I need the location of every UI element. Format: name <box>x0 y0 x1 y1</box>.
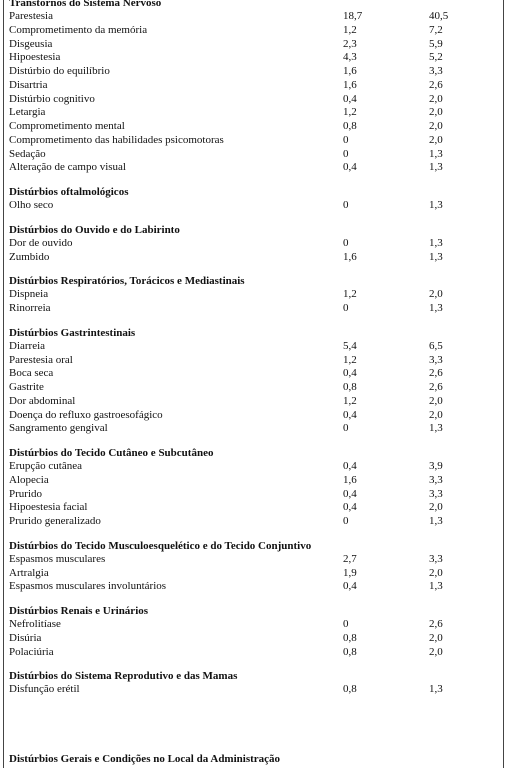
incidence-value-col2: 1,3 <box>429 161 443 174</box>
section-title: Distúrbios Gastrintestinais <box>9 326 136 339</box>
adverse-event-name: Dispneia <box>9 288 49 301</box>
incidence-value-col2: 2,0 <box>429 408 443 421</box>
incidence-value-col1: 2,7 <box>343 552 357 565</box>
incidence-value-col1: 1,2 <box>343 394 357 407</box>
incidence-value-col1: 0 <box>343 199 349 211</box>
incidence-value-col2: 2,0 <box>429 394 443 407</box>
adverse-event-name: Disartria <box>9 78 48 91</box>
table-left-border <box>3 0 4 768</box>
adverse-event-name: Distúrbio cognitivo <box>9 92 95 105</box>
incidence-value-col1: 0,4 <box>343 408 357 421</box>
incidence-value-col2: 2,0 <box>429 501 443 514</box>
incidence-value-col1: 0,4 <box>343 367 357 380</box>
adverse-event-name: Letargia <box>9 106 46 119</box>
table-row <box>9 251 499 265</box>
adverse-event-name: Alteração de campo visual <box>9 161 126 174</box>
adverse-event-name: Olho seco <box>9 199 54 211</box>
table-row <box>9 460 499 474</box>
adverse-event-name: Disúria <box>9 631 42 644</box>
table-row <box>9 646 499 660</box>
adverse-event-name: Comprometimento mental <box>9 120 125 132</box>
incidence-value-col1: 0,8 <box>343 631 357 644</box>
table-row <box>9 618 499 632</box>
adverse-event-name: Comprometimento da memória <box>9 23 148 36</box>
incidence-value-col1: 0,4 <box>343 92 357 105</box>
adverse-event-name: Erupção cutânea <box>9 460 82 472</box>
adverse-event-name: Alopecia <box>9 473 49 486</box>
table-row <box>9 409 499 423</box>
incidence-value-col2: 7,2 <box>429 23 443 36</box>
table-section <box>9 539 499 594</box>
adverse-event-name: Boca seca <box>9 367 54 380</box>
table-section <box>9 604 499 659</box>
table-section <box>9 326 499 436</box>
incidence-value-col1: 5,4 <box>343 339 357 352</box>
incidence-value-col2: 3,9 <box>429 460 443 472</box>
adverse-event-name: Dor de ouvido <box>9 236 73 249</box>
table-section <box>9 446 499 529</box>
incidence-value-col1: 0 <box>343 618 349 630</box>
incidence-value-col1: 0,4 <box>343 460 357 472</box>
incidence-value-col1: 0 <box>343 422 349 435</box>
incidence-value-col2: 3,3 <box>429 487 443 500</box>
table-row <box>9 474 499 488</box>
table-row <box>9 515 499 529</box>
adverse-event-name: Distúrbio do equilíbrio <box>9 65 110 77</box>
adverse-event-name: Nefrolitíase <box>9 618 61 630</box>
incidence-value-col1: 1,2 <box>343 288 357 301</box>
incidence-value-col2: 2,0 <box>429 645 443 658</box>
table-section <box>9 0 499 175</box>
table-row <box>9 93 499 107</box>
table-row <box>9 580 499 594</box>
incidence-value-col1: 1,2 <box>343 106 357 119</box>
section-title: Transtornos do Sistema Nervoso <box>9 0 162 9</box>
incidence-value-col2: 2,6 <box>429 367 443 380</box>
section-title: Distúrbios Renais e Urinários <box>9 605 149 617</box>
incidence-value-col2: 1,3 <box>429 147 443 160</box>
table-section <box>9 185 499 213</box>
incidence-value-col1: 0,4 <box>343 580 357 593</box>
incidence-value-col1: 0 <box>343 515 349 527</box>
section-title-general-disorders: Distúrbios Gerais e Condições no Local da Administração <box>9 753 281 765</box>
section-title: Distúrbios do Tecido Cutâneo e Subcutâneo <box>9 447 214 459</box>
adverse-event-name: Espasmos musculares <box>9 552 106 565</box>
adverse-event-name: Sedação <box>9 147 46 160</box>
incidence-value-col1: 1,6 <box>343 78 357 91</box>
table-row <box>9 199 499 213</box>
incidence-value-col2: 5,9 <box>429 37 443 50</box>
incidence-value-col1: 1,6 <box>343 65 357 77</box>
table-row <box>9 120 499 134</box>
incidence-value-col1: 1,2 <box>343 23 357 36</box>
table-section <box>9 223 499 265</box>
table-section <box>9 274 499 316</box>
adverse-events-table <box>9 0 499 707</box>
section-title: Distúrbios do Ouvido e do Labirinto <box>9 223 180 236</box>
incidence-value-col2: 1,3 <box>429 422 443 435</box>
table-section <box>9 669 499 697</box>
adverse-event-name: Parestesia oral <box>9 353 73 366</box>
adverse-event-name: Rinorreia <box>9 302 51 314</box>
incidence-value-col2: 1,3 <box>429 515 443 527</box>
incidence-value-col1: 1,6 <box>343 473 357 486</box>
table-row <box>9 632 499 646</box>
table-row <box>9 79 499 93</box>
table-right-border <box>503 0 504 768</box>
incidence-value-col2: 3,3 <box>429 552 443 565</box>
table-row <box>9 553 499 567</box>
incidence-value-col2: 6,5 <box>429 339 443 352</box>
adverse-event-name: Prurido <box>9 487 42 500</box>
section-title: Distúrbios do Sistema Reprodutivo e das Mamas <box>9 670 238 683</box>
incidence-value-col2: 2,0 <box>429 288 443 301</box>
incidence-value-col1: 0 <box>343 133 349 146</box>
incidence-value-col2: 1,3 <box>429 236 443 249</box>
table-row <box>9 24 499 38</box>
incidence-value-col1: 1,6 <box>343 250 357 263</box>
table-row <box>9 288 499 302</box>
adverse-event-name: Disgeusia <box>9 37 53 50</box>
table-row <box>9 422 499 436</box>
incidence-value-col2: 2,6 <box>429 381 443 393</box>
table-row <box>9 161 499 175</box>
adverse-event-name: Parestesia <box>9 10 53 22</box>
table-row <box>9 106 499 120</box>
incidence-value-col2: 1,3 <box>429 302 443 314</box>
incidence-value-col1: 4,3 <box>343 51 357 64</box>
adverse-event-name: Espasmos musculares involuntários <box>9 580 167 593</box>
section-title: Distúrbios Respiratórios, Torácicos e Mediastinais <box>9 275 245 288</box>
section-title: Distúrbios do Tecido Musculoesquelético e do Tecido Conjuntivo <box>9 539 312 552</box>
adverse-event-name: Gastrite <box>9 381 44 393</box>
table-row <box>9 567 499 581</box>
adverse-event-name: Polaciúria <box>9 645 54 658</box>
incidence-value-col2: 3,3 <box>429 353 443 366</box>
adverse-event-name: Doença do refluxo gastroesofágico <box>9 408 163 421</box>
incidence-value-col2: 1,3 <box>429 199 443 211</box>
adverse-event-name: Dor abdominal <box>9 394 76 407</box>
table-row <box>9 340 499 354</box>
table-row <box>9 51 499 65</box>
incidence-value-col2: 1,3 <box>429 250 443 263</box>
table-row <box>9 302 499 316</box>
adverse-event-name: Hipoestesia facial <box>9 501 88 514</box>
incidence-value-col2: 2,0 <box>429 631 443 644</box>
table-row <box>9 134 499 148</box>
incidence-value-col1: 0,4 <box>343 501 357 514</box>
incidence-value-col1: 0,8 <box>343 645 357 658</box>
incidence-value-col2: 2,0 <box>429 566 443 579</box>
incidence-value-col2: 5,2 <box>429 51 443 64</box>
table-row <box>9 354 499 368</box>
table-row <box>9 148 499 162</box>
incidence-value-col1: 1,2 <box>343 353 357 366</box>
incidence-value-col2: 2,0 <box>429 92 443 105</box>
adverse-event-name: Comprometimento das habilidades psicomotoras <box>9 133 224 146</box>
adverse-event-name: Disfunção erétil <box>9 683 80 696</box>
incidence-value-col2: 2,6 <box>429 78 443 91</box>
incidence-value-col2: 1,3 <box>429 683 443 696</box>
table-row <box>9 10 499 24</box>
adverse-event-name: Hipoestesia <box>9 51 61 64</box>
incidence-value-col2: 2,0 <box>429 120 443 132</box>
section-title: Distúrbios oftalmológicos <box>9 186 129 198</box>
incidence-value-col2: 40,5 <box>429 10 449 22</box>
incidence-value-col2: 2,6 <box>429 618 443 630</box>
incidence-value-col1: 18,7 <box>343 10 363 22</box>
adverse-event-name: Diarreia <box>9 339 46 352</box>
incidence-value-col2: 2,0 <box>429 133 443 146</box>
incidence-value-col1: 0,4 <box>343 487 357 500</box>
incidence-value-col1: 2,3 <box>343 37 357 50</box>
table-row <box>9 381 499 395</box>
adverse-event-name: Artralgia <box>9 566 49 579</box>
incidence-value-col1: 0,8 <box>343 381 357 393</box>
incidence-value-col2: 3,3 <box>429 65 443 77</box>
incidence-value-col2: 2,0 <box>429 106 443 119</box>
table-row <box>9 38 499 52</box>
incidence-value-col2: 1,3 <box>429 580 443 593</box>
adverse-event-name: Sangramento gengival <box>9 422 108 435</box>
table-row <box>9 683 499 697</box>
table-row <box>9 367 499 381</box>
table-row <box>9 65 499 79</box>
incidence-value-col1: 0 <box>343 147 349 160</box>
incidence-value-col1: 1,9 <box>343 566 357 579</box>
incidence-value-col1: 0,8 <box>343 683 357 696</box>
table-row <box>9 395 499 409</box>
incidence-value-col2: 3,3 <box>429 473 443 486</box>
incidence-value-col1: 0 <box>343 236 349 249</box>
adverse-event-name: Prurido generalizado <box>9 515 101 527</box>
table-row <box>9 488 499 502</box>
incidence-value-col1: 0,8 <box>343 120 357 132</box>
adverse-event-name: Zumbido <box>9 250 50 263</box>
incidence-value-col1: 0,4 <box>343 161 357 174</box>
table-row <box>9 237 499 251</box>
incidence-value-col1: 0 <box>343 302 349 314</box>
table-row <box>9 501 499 515</box>
